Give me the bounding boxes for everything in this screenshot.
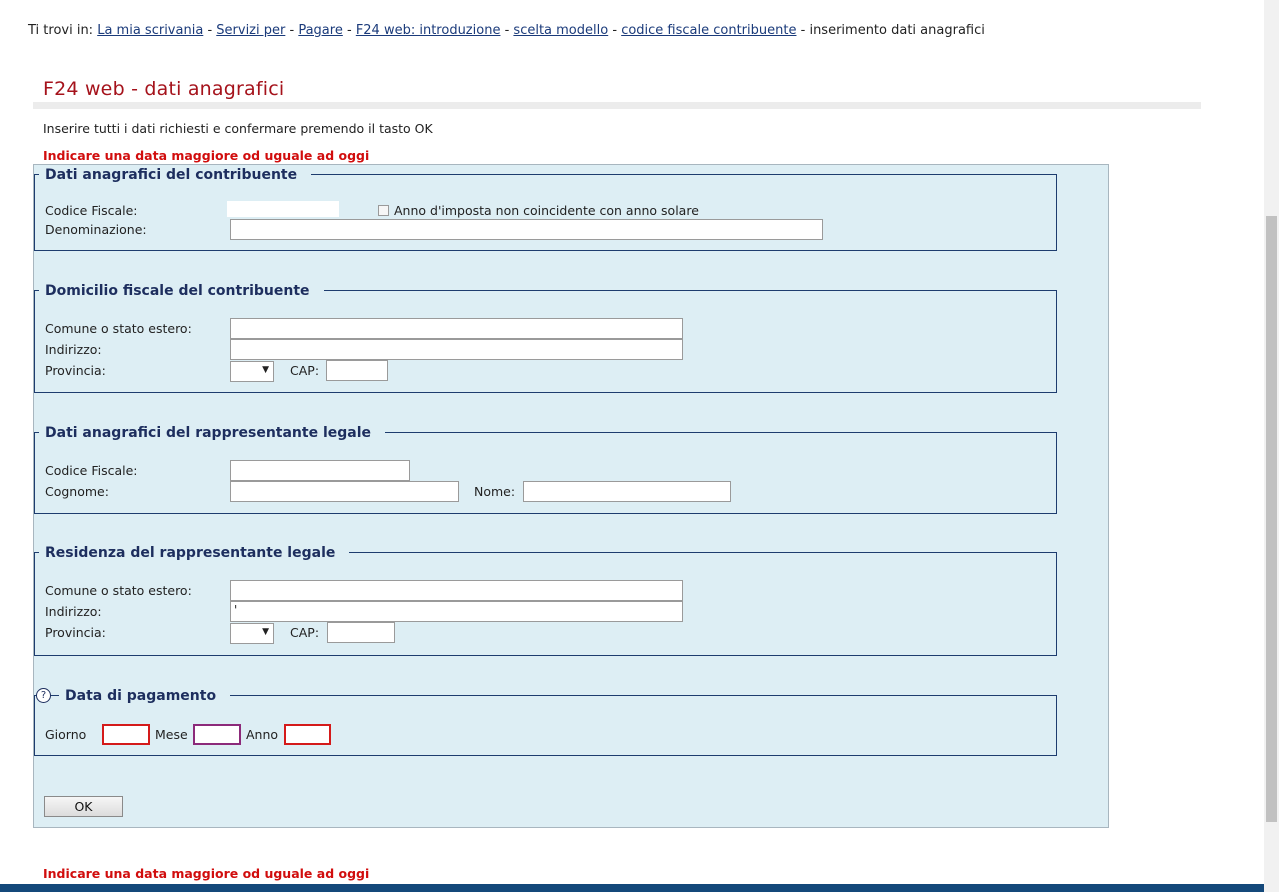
residenza-provincia-select[interactable] [230,623,274,644]
page-title: F24 web - dati anagrafici [43,78,285,100]
breadcrumb-separator: - [612,23,618,38]
denominazione-field[interactable] [230,219,823,240]
breadcrumb-current: inserimento dati anagrafici [809,23,985,38]
residenza-comune-field[interactable] [230,580,683,601]
residenza-comune-label: Comune o stato estero: [45,583,192,598]
chevron-down-icon: ▼ [262,365,269,375]
mese-label: Mese [155,727,188,742]
breadcrumb [28,23,985,38]
cognome-field[interactable] [230,481,459,502]
domicilio-indirizzo-field[interactable] [230,339,683,360]
anno-field[interactable] [284,724,331,745]
legend-contribuente: Dati anagrafici del contribuente [39,166,311,184]
legend-domicilio: Domicilio fiscale del contribuente [39,282,324,300]
breadcrumb-link-pagare[interactable]: Pagare [298,23,343,38]
domicilio-comune-field[interactable] [230,318,683,339]
error-message-bottom: Indicare una data maggiore od uguale ad oggi [43,866,370,881]
giorno-field[interactable] [102,724,150,745]
provincia-label: Provincia: [45,363,106,378]
intro-text: Inserire tutti i dati richiesti e confermare premendo il tasto OK [43,121,433,136]
residenza-cap-field[interactable] [327,622,395,643]
nome-label: Nome: [474,484,516,499]
domicilio-provincia-select[interactable] [230,361,274,382]
breadcrumb-separator: - [207,23,213,38]
chevron-down-icon: ▼ [262,627,269,637]
comune-label: Comune o stato estero: [45,321,192,336]
scrollbar-thumb[interactable] [1266,216,1277,822]
breadcrumb-separator: - [289,23,295,38]
codice-fiscale-contribuente-field[interactable] [227,201,339,217]
rappresentante-codice-fiscale-label: Codice Fiscale: [45,463,138,478]
breadcrumb-link-scelta-modello[interactable]: scelta modello [513,23,609,38]
nome-field[interactable] [523,481,731,502]
breadcrumb-prefix: Ti trovi in: [28,23,94,38]
breadcrumb-link-scrivania[interactable]: La mia scrivania [97,23,204,38]
domicilio-cap-field[interactable] [326,360,388,381]
legend-pagamento: Data di pagamento [59,687,230,705]
help-icon[interactable]: ? [36,688,51,703]
anno-imposta-label: Anno d'imposta non coincidente con anno solare [394,203,699,218]
breadcrumb-link-codice-fiscale[interactable]: codice fiscale contribuente [621,23,797,38]
breadcrumb-separator: - [504,23,510,38]
breadcrumb-separator: - [800,23,806,38]
residenza-provincia-label: Provincia: [45,625,106,640]
footer-band [0,884,1264,892]
cap-label: CAP: [290,363,320,378]
fieldset-pagamento [34,688,1057,756]
ok-button[interactable]: OK [44,796,123,817]
codice-fiscale-label: Codice Fiscale: [45,203,138,218]
cognome-label: Cognome: [45,484,109,499]
residenza-indirizzo-field[interactable]: ' [230,601,683,622]
rappresentante-codice-fiscale-field[interactable] [230,460,410,481]
error-message-top: Indicare una data maggiore od uguale ad oggi [43,148,370,163]
giorno-label: Giorno [45,727,87,742]
residenza-indirizzo-label: Indirizzo: [45,604,102,619]
breadcrumb-separator: - [346,23,352,38]
breadcrumb-link-servizi[interactable]: Servizi per [216,23,286,38]
legend-residenza: Residenza del rappresentante legale [39,544,349,562]
title-divider [33,102,1201,109]
mese-field[interactable] [193,724,241,745]
breadcrumb-link-f24-intro[interactable]: F24 web: introduzione [355,23,501,38]
denominazione-label: Denominazione: [45,222,147,237]
anno-imposta-checkbox[interactable] [378,205,389,216]
indirizzo-label: Indirizzo: [45,342,102,357]
anno-label: Anno [246,727,279,742]
legend-rappresentante: Dati anagrafici del rappresentante legale [39,424,385,442]
residenza-cap-label: CAP: [290,625,320,640]
